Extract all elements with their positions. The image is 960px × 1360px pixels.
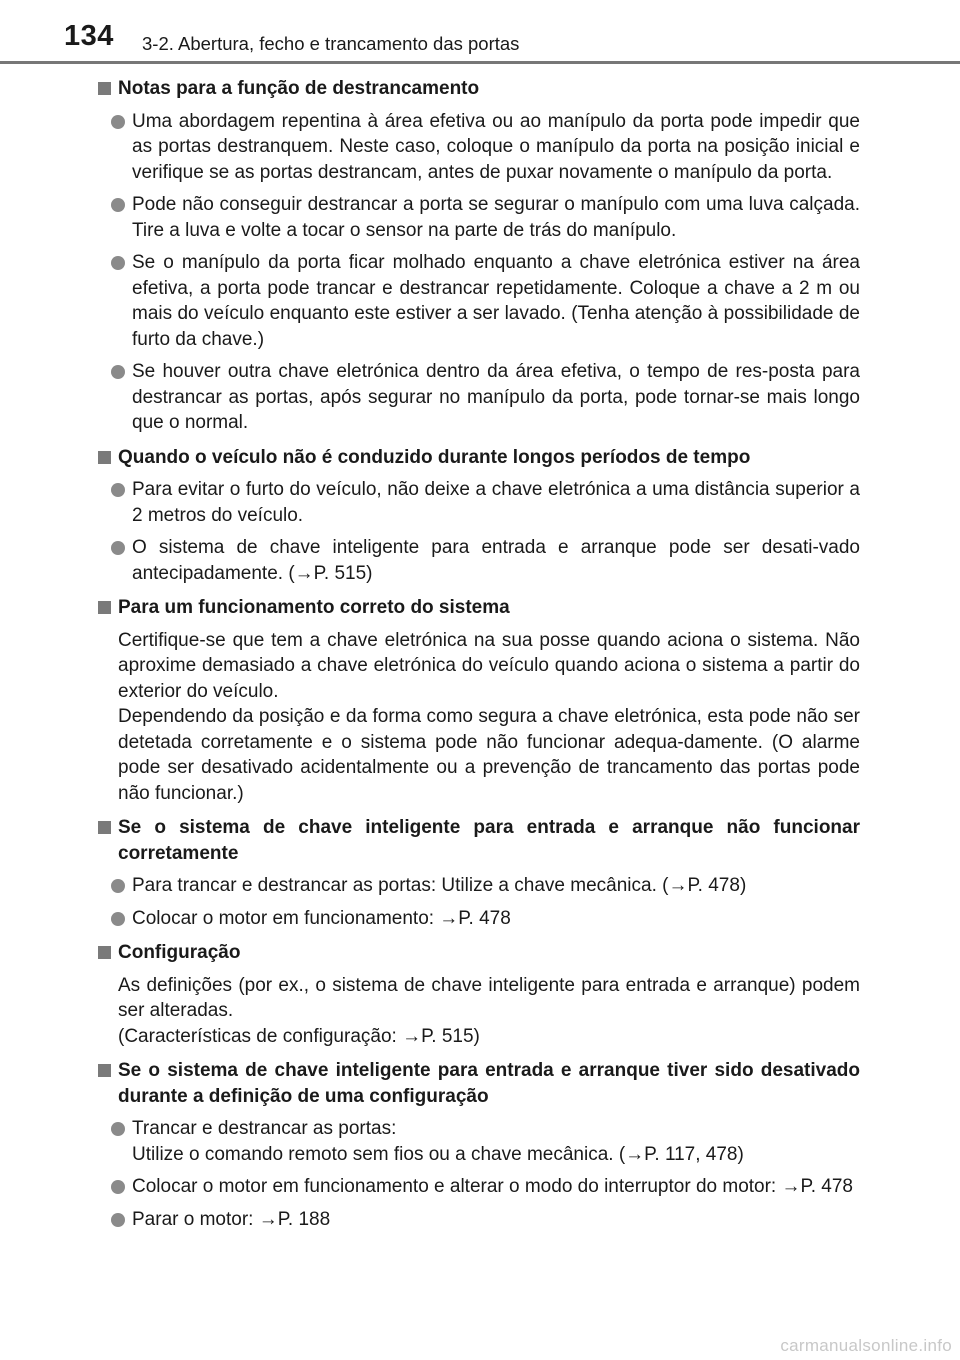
section-heading <box>98 815 860 866</box>
section-heading <box>98 445 860 471</box>
round-bullet-icon <box>111 483 125 497</box>
round-bullet-icon <box>111 198 125 212</box>
section-heading-text: Quando o veículo não é conduzido durante longos períodos de tempo <box>118 446 751 468</box>
note-section <box>98 76 860 436</box>
bullet-text: Colocar o motor em funcionamento: →P. 478 <box>132 907 511 929</box>
bullet-text: Trancar e destrancar as portas: Utilize o comando remoto sem fios ou a chave mecânica. (→P. 117, 478) <box>132 1118 744 1165</box>
round-bullet-icon <box>111 1213 125 1227</box>
bullet-item <box>98 1207 860 1233</box>
bullet-item <box>98 359 860 436</box>
watermark: carmanualsonline.info <box>780 1336 952 1355</box>
section-title: 3-2. Abertura, fecho e trancamento das portas <box>142 33 520 54</box>
square-bullet-icon <box>98 1064 111 1077</box>
bullet-text: Uma abordagem repentina à área efetiva ou ao manípulo da porta pode impedir que as portas destranquem. Neste caso, coloque o manípulo da porta na posição inicial e verifique se as portas destrancam, antes de puxar novamente o manípulo da porta. <box>132 110 860 183</box>
bullet-text: Se houver outra chave eletrónica dentro da área efetiva, o tempo de res-posta para destrancar as portas, após segurar no manípulo da porta, pode tornar-se mais longo que o normal. <box>132 361 860 433</box>
note-section <box>98 595 860 806</box>
bullet-item <box>98 109 860 186</box>
section-heading-text: Notas para a função de destrancamento <box>118 78 480 99</box>
square-bullet-icon <box>98 821 111 834</box>
section-heading <box>98 595 860 621</box>
bullet-item <box>98 1116 860 1167</box>
round-bullet-icon <box>111 912 125 926</box>
header-divider <box>0 61 960 64</box>
bullet-item <box>98 250 860 352</box>
bullet-item <box>98 873 860 899</box>
round-bullet-icon <box>111 365 125 379</box>
section-heading <box>98 76 860 102</box>
body-paragraph: (Características de configuração: →P. 515) <box>118 1025 480 1047</box>
section-heading-text: Configuração <box>118 942 241 963</box>
bullet-item <box>98 477 860 528</box>
body-paragraph: Dependendo da posição e da forma como segura a chave eletrónica, esta pode não ser detetada corretamente e o sistema pode não funcionar adequa-damente. (O alarme pode ser desativado acidentalmente ou a prevenção de trancamento das portas pode não funcionar.) <box>118 706 860 804</box>
section-heading-text: Se o sistema de chave inteligente para entrada e arranque não funcionar corretamente <box>118 817 860 864</box>
bullet-item <box>98 906 860 932</box>
bullet-text: O sistema de chave inteligente para entrada e arranque pode ser desati-vado antecipadamente. (→P. 515) <box>132 537 860 584</box>
bullet-item <box>98 192 860 243</box>
bullet-item <box>98 1174 860 1200</box>
round-bullet-icon <box>111 1122 125 1136</box>
bullet-text: Para trancar e destrancar as portas: Utilize a chave mecânica. (→P. 478) <box>132 875 747 896</box>
note-section <box>98 815 860 931</box>
round-bullet-icon <box>111 879 125 893</box>
round-bullet-icon <box>111 541 125 555</box>
body-paragraph: Certifique-se que tem a chave eletrónica na sua posse quando aciona o sistema. Não aproxime demasiado a chave eletrónica do veículo quando aciona o sistema a partir do exterior do veículo. <box>118 629 860 702</box>
page-number: 134 <box>64 20 114 52</box>
section-heading-text: Para um funcionamento correto do sistema <box>118 597 510 618</box>
note-section <box>98 445 860 587</box>
bullet-text: Colocar o motor em funcionamento e alterar o modo do interruptor do motor: →P. 478 <box>132 1176 853 1197</box>
square-bullet-icon <box>98 946 111 959</box>
square-bullet-icon <box>98 451 111 464</box>
square-bullet-icon <box>98 82 111 95</box>
note-section <box>98 1058 860 1232</box>
note-section <box>98 940 860 1049</box>
bullet-item <box>98 535 860 586</box>
body-paragraph: As definições (por ex., o sistema de chave inteligente para entrada e arranque) podem ser alteradas. <box>118 974 860 1021</box>
round-bullet-icon <box>111 256 125 270</box>
bullet-text: Se o manípulo da porta ficar molhado enquanto a chave eletrónica estiver na área efetiva, a porta pode trancar e destrancar repetidamente. Coloque a chave a 2 m ou mais do veículo enquanto este estiver a ser lavado. (Tenha atenção à possibilidade de furto da chave.) <box>132 252 860 350</box>
round-bullet-icon <box>111 1180 125 1194</box>
section-heading-text: Se o sistema de chave inteligente para entrada e arranque tiver sido desativado durante a definição de uma configuração <box>118 1060 860 1107</box>
page-header <box>0 0 960 66</box>
bullet-text: Parar o motor: →P. 188 <box>132 1208 331 1230</box>
square-bullet-icon <box>98 601 111 614</box>
section-heading <box>98 940 860 966</box>
bullet-text: Pode não conseguir destrancar a porta se segurar o manípulo com uma luva calçada. Tire a luva e volte a tocar o sensor na parte de trás do manípulo. <box>132 194 860 241</box>
page-content <box>98 76 860 1241</box>
section-heading <box>98 1058 860 1109</box>
round-bullet-icon <box>111 115 125 129</box>
bullet-text: Para evitar o furto do veículo, não deixe a chave eletrónica a uma distância superior a 2 metros do veículo. <box>132 479 860 526</box>
